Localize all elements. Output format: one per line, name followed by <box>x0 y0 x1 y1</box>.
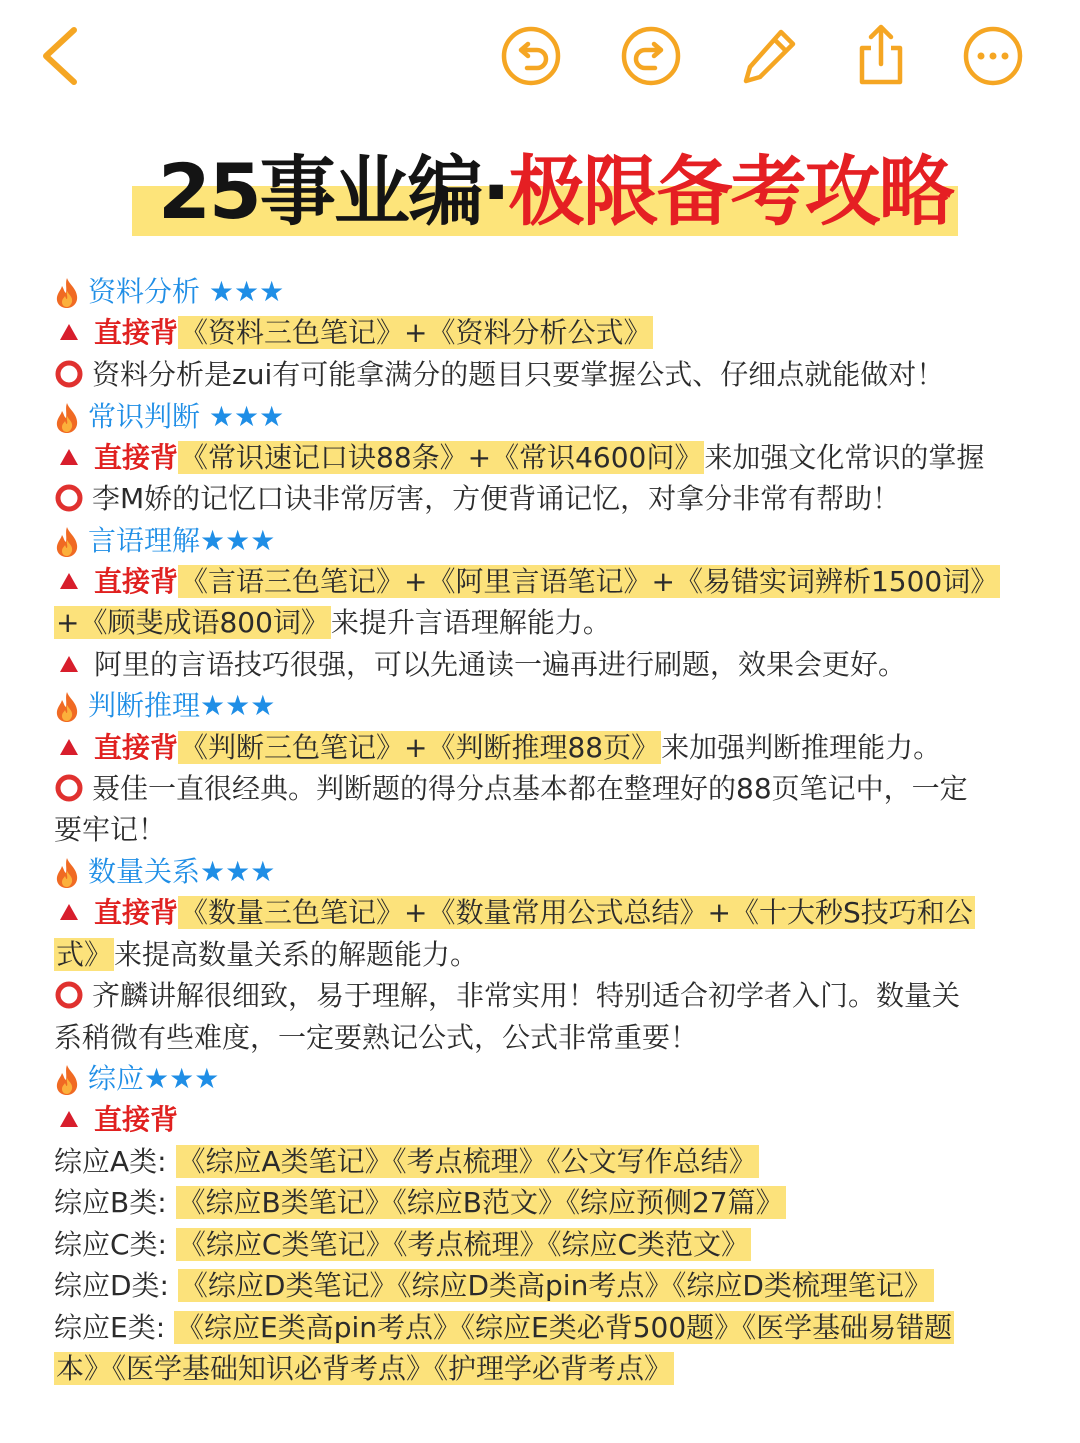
fire-icon <box>54 691 80 723</box>
triangle-icon <box>58 446 80 468</box>
fire-icon <box>54 857 80 889</box>
note-text: 李M娇的记忆口诀非常厉害，方便背诵记忆，对拿分非常有帮助！ <box>92 482 901 515</box>
heading-text: 数量关系 <box>88 855 201 888</box>
triangle-icon <box>58 736 80 758</box>
fire-icon <box>54 1064 80 1096</box>
memorize-label: 直接背 <box>94 316 179 349</box>
section-heading-5 <box>54 852 275 892</box>
circle-icon <box>54 359 84 389</box>
category-line-d <box>54 1266 934 1306</box>
category-line-e2 <box>54 1349 674 1389</box>
category-line-a <box>54 1142 759 1182</box>
book-list: 《综应A类笔记》《考点梳理》《公文写作总结》 <box>177 1145 757 1178</box>
memorize-label: 直接背 <box>94 896 179 929</box>
section-heading-3 <box>54 521 275 561</box>
heading-text: 综应 <box>88 1062 145 1095</box>
note-text: 齐麟讲解很细致，易于理解，非常实用！特别适合初学者入门。数量关 <box>92 979 961 1012</box>
fire-icon <box>54 526 80 558</box>
memorize-label: 直接背 <box>94 565 179 598</box>
note-line-5b <box>54 1018 698 1058</box>
memorize-line-4 <box>58 728 941 768</box>
section-heading-4 <box>54 686 275 726</box>
memorize-line-5b <box>54 935 478 975</box>
triangle-icon <box>58 901 80 923</box>
fire-icon <box>54 277 80 309</box>
more-icon[interactable] <box>962 25 1024 87</box>
category-line-c <box>54 1225 751 1265</box>
heading-text: 常识判断 <box>88 400 209 433</box>
tail-text: 来提升言语理解能力。 <box>330 606 611 639</box>
book-list: 《综应B类笔记》《综应B范文》《综应预侧27篇》 <box>177 1186 784 1219</box>
memorize-label: 直接背 <box>94 441 179 474</box>
heading-text: 言语理解 <box>88 524 201 557</box>
note-line-2 <box>54 479 900 519</box>
title-part2: 极限备考攻略 <box>508 147 953 236</box>
page-title <box>132 142 958 242</box>
note-line-4b <box>54 810 166 850</box>
tail-text: 来加强判断推理能力。 <box>661 731 942 764</box>
category-label: 综应E类: <box>54 1311 175 1344</box>
stars: ★★★ <box>144 1062 220 1095</box>
stars: ★★★ <box>200 524 276 557</box>
tail-text: 来提高数量关系的解题能力。 <box>114 938 479 971</box>
undo-icon[interactable] <box>500 25 562 87</box>
category-label: 综应D类: <box>54 1269 178 1302</box>
note-text: 系稍微有些难度，一定要熟记公式，公式非常重要！ <box>54 1021 699 1054</box>
triangle-icon <box>58 321 80 343</box>
book-list: 《数量三色笔记》+《数量常用公式总结》+《十大秒S技巧和公 <box>180 896 973 929</box>
memorize-line-3b <box>54 603 611 643</box>
category-label: 综应A类: <box>54 1145 176 1178</box>
note-text: 阿里的言语技巧很强，可以先通读一遍再进行刷题，效果会更好。 <box>94 648 907 681</box>
memorize-label: 直接背 <box>94 1103 179 1136</box>
book-list: +《顾斐成语800词》 <box>56 606 329 639</box>
toolbar <box>0 0 1080 115</box>
title-part1: 25事业编· <box>158 147 509 236</box>
share-icon[interactable] <box>850 22 912 88</box>
section-heading-2 <box>54 397 284 437</box>
memorize-label: 直接背 <box>94 731 179 764</box>
book-list: 《综应C类笔记》《考点梳理》《综应C类范文》 <box>177 1228 749 1261</box>
note-text: 聂佳一直很经典。判断题的得分点基本都在整理好的88页笔记中，一定 <box>92 772 968 805</box>
note-text: 资料分析是zui有可能拿满分的题目只要掌握公式、仔细点就能做对！ <box>92 358 945 391</box>
section-heading-1 <box>54 272 284 312</box>
stars: ★★★ <box>208 275 285 308</box>
note-line-5 <box>54 976 960 1016</box>
tail-text: 来加强文化常识的掌握 <box>704 441 985 474</box>
triangle-icon <box>58 653 80 675</box>
category-label: 综应C类: <box>54 1228 176 1261</box>
category-line-e <box>54 1308 954 1348</box>
fire-icon <box>54 402 80 434</box>
section-heading-6 <box>54 1059 219 1099</box>
note-line-4 <box>54 769 968 809</box>
memorize-line-6 <box>58 1100 178 1140</box>
pencil-icon[interactable] <box>738 25 800 87</box>
book-list: 《言语三色笔记》+《阿里言语笔记》+《易错实词辨析1500词》 <box>180 565 999 598</box>
category-label: 综应B类: <box>54 1186 176 1219</box>
book-list: 本》《医学基础知识必背考点》《护理学必背考点》 <box>56 1352 673 1385</box>
triangle-icon <box>58 1108 80 1130</box>
memorize-line-1 <box>58 313 653 353</box>
note-text: 要牢记！ <box>54 813 167 846</box>
stars: ★★★ <box>200 855 276 888</box>
title-text <box>158 142 953 242</box>
heading-text: 判断推理 <box>88 689 201 722</box>
note-line-3 <box>58 645 906 685</box>
triangle-icon <box>58 570 80 592</box>
circle-icon <box>54 483 84 513</box>
memorize-line-3 <box>58 562 1000 602</box>
book-list: 《常识速记口诀88条》+《常识4600问》 <box>180 441 703 474</box>
book-list: 《资料三色笔记》+《资料分析公式》 <box>180 316 652 349</box>
circle-icon <box>54 773 84 803</box>
circle-icon <box>54 980 84 1010</box>
redo-icon[interactable] <box>620 25 682 87</box>
stars: ★★★ <box>200 689 276 722</box>
memorize-line-5 <box>58 893 975 933</box>
book-list: 《综应E类高pin考点》《综应E类必背500题》《医学基础易错题 <box>176 1311 953 1344</box>
book-list: 《判断三色笔记》+《判断推理88页》 <box>180 731 660 764</box>
memorize-line-2 <box>58 438 984 478</box>
heading-text: 资料分析 <box>88 275 209 308</box>
book-list: 式》 <box>56 938 113 971</box>
back-icon[interactable] <box>30 24 90 88</box>
book-list: 《综应D类笔记》《综应D类高pin考点》《综应D类梳理笔记》 <box>179 1269 932 1302</box>
stars: ★★★ <box>208 400 285 433</box>
category-line-b <box>54 1183 786 1223</box>
note-line-1 <box>54 355 944 395</box>
